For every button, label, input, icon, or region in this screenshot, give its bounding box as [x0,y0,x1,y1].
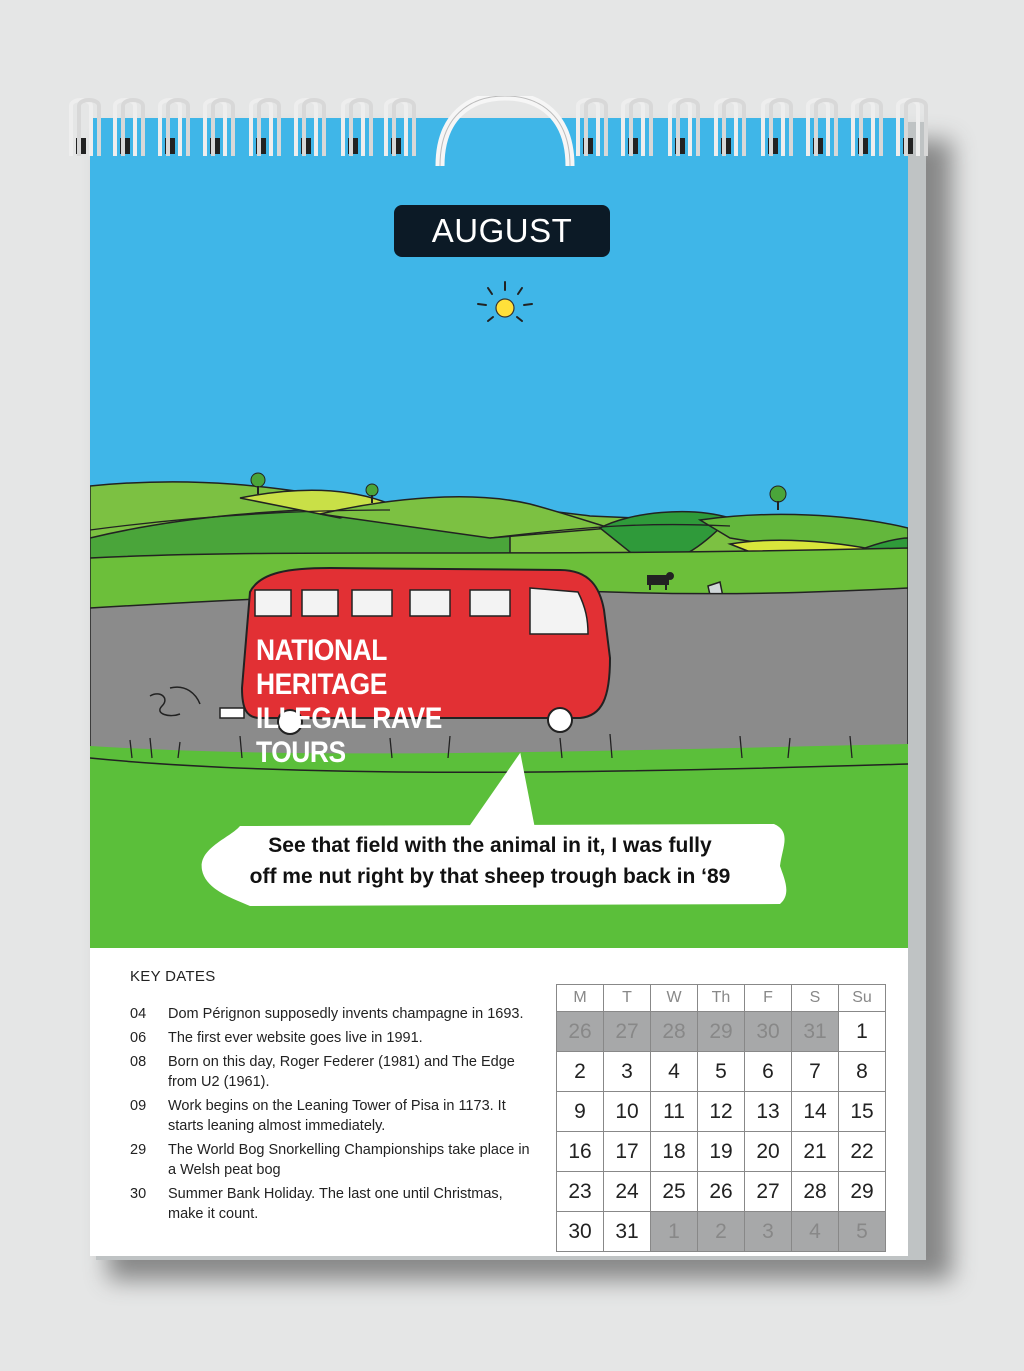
month-calendar-grid [556,984,886,1252]
binding-ring-icon [853,100,881,156]
calendar-page [90,118,908,1256]
month-title: AUGUST [394,205,610,257]
calendar-day: 1 [839,1012,886,1052]
calendar-header-row [557,985,886,1012]
hanger-hook-icon [440,96,570,166]
calendar-week-row [557,1092,886,1132]
speech-line2: off me nut right by that sheep trough back in ‘89 [249,865,731,888]
bus-sign-line1: NATIONAL HERITAGE [256,634,387,701]
binding-ring-icon [386,100,414,156]
key-date-day: 08 [130,1054,147,1070]
calendar-day: 5 [698,1052,745,1092]
calendar-day: 31 [604,1212,651,1252]
calendar-day: 28 [792,1172,839,1212]
binding-ring-icon [898,100,926,156]
calendar-day: 15 [839,1092,886,1132]
calendar-week-row [557,1012,886,1052]
calendar-day: 21 [792,1132,839,1172]
weekday-header: Su [839,985,886,1012]
binding-ring-icon [205,100,233,156]
calendar-day-other-month: 29 [698,1012,745,1052]
key-dates-list [130,1004,530,1228]
key-date-day: 29 [130,1142,147,1158]
key-date-text: Summer Bank Holiday. The last one until Christmas, make it count. [168,1186,503,1222]
calendar-day-other-month: 3 [745,1212,792,1252]
key-date-day: 09 [130,1098,147,1114]
key-date-item [130,1096,530,1136]
calendar-day: 14 [792,1092,839,1132]
calendar-week-row [557,1212,886,1252]
binding-ring-icon [296,100,324,156]
key-date-text: Born on this day, Roger Federer (1981) and The Edge from U2 (1961). [168,1054,515,1090]
calendar-day: 13 [745,1092,792,1132]
calendar-day: 25 [651,1172,698,1212]
speech-bubble [210,830,770,892]
calendar-day-other-month: 5 [839,1212,886,1252]
calendar-day: 18 [651,1132,698,1172]
binding-ring-icon [251,100,279,156]
key-date-text: Dom Pérignon supposedly invents champagne in 1693. [168,1006,524,1022]
binding-rings [0,96,1024,166]
calendar-day: 27 [745,1172,792,1212]
calendar-day: 23 [557,1172,604,1212]
calendar-day-other-month: 28 [651,1012,698,1052]
calendar-day: 20 [745,1132,792,1172]
key-date-item [130,1052,530,1092]
calendar-day: 22 [839,1132,886,1172]
key-dates-title: KEY DATES [130,968,216,985]
key-date-day: 04 [130,1006,147,1022]
calendar-week-row [557,1172,886,1212]
key-date-item [130,1004,530,1024]
calendar-day: 10 [604,1092,651,1132]
calendar-week-row [557,1052,886,1092]
bus-sign [256,634,520,770]
weekday-header: F [745,985,792,1012]
key-date-day: 30 [130,1186,147,1202]
key-date-text: The first ever website goes live in 1991. [168,1030,423,1046]
calendar-day: 17 [604,1132,651,1172]
calendar-day: 4 [651,1052,698,1092]
calendar-day: 11 [651,1092,698,1132]
binding-ring-icon [343,100,371,156]
binding-ring-icon [115,100,143,156]
binding-ring-icon [160,100,188,156]
key-date-text: The World Bog Snorkelling Championships take place in a Welsh peat bog [168,1142,530,1178]
weekday-header: S [792,985,839,1012]
calendar-day-other-month: 31 [792,1012,839,1052]
binding-ring-icon [763,100,791,156]
calendar-day: 9 [557,1092,604,1132]
calendar-day-other-month: 27 [604,1012,651,1052]
calendar-week-row [557,1132,886,1172]
weekday-header: Th [698,985,745,1012]
weekday-header: T [604,985,651,1012]
calendar-day: 30 [557,1212,604,1252]
calendar-day: 29 [839,1172,886,1212]
binding-ring-icon [578,100,606,156]
calendar-day-other-month: 1 [651,1212,698,1252]
binding-ring-icon [670,100,698,156]
binding-ring-icon [716,100,744,156]
key-date-day: 06 [130,1030,147,1046]
calendar-day: 12 [698,1092,745,1132]
weekday-header: W [651,985,698,1012]
key-date-text: Work begins on the Leaning Tower of Pisa in 1173. It starts leaning almost immediately. [168,1098,506,1134]
key-date-item [130,1140,530,1180]
calendar-day: 3 [604,1052,651,1092]
speech-line1: See that field with the animal in it, I was fully [268,834,712,857]
key-date-item [130,1184,530,1224]
calendar-day-other-month: 2 [698,1212,745,1252]
calendar-day: 19 [698,1132,745,1172]
calendar-day-other-month: 30 [745,1012,792,1052]
calendar-day: 24 [604,1172,651,1212]
calendar-day-other-month: 26 [557,1012,604,1052]
calendar-day: 8 [839,1052,886,1092]
binding-ring-icon [808,100,836,156]
calendar-day: 26 [698,1172,745,1212]
calendar-day-other-month: 4 [792,1212,839,1252]
calendar-day: 7 [792,1052,839,1092]
bus-sign-line2: ILLEGAL RAVE TOURS [256,702,442,769]
key-date-item [130,1028,530,1048]
calendar-day: 16 [557,1132,604,1172]
binding-ring-icon [71,100,99,156]
weekday-header: M [557,985,604,1012]
calendar-day: 2 [557,1052,604,1092]
binding-ring-icon [623,100,651,156]
calendar-day: 6 [745,1052,792,1092]
